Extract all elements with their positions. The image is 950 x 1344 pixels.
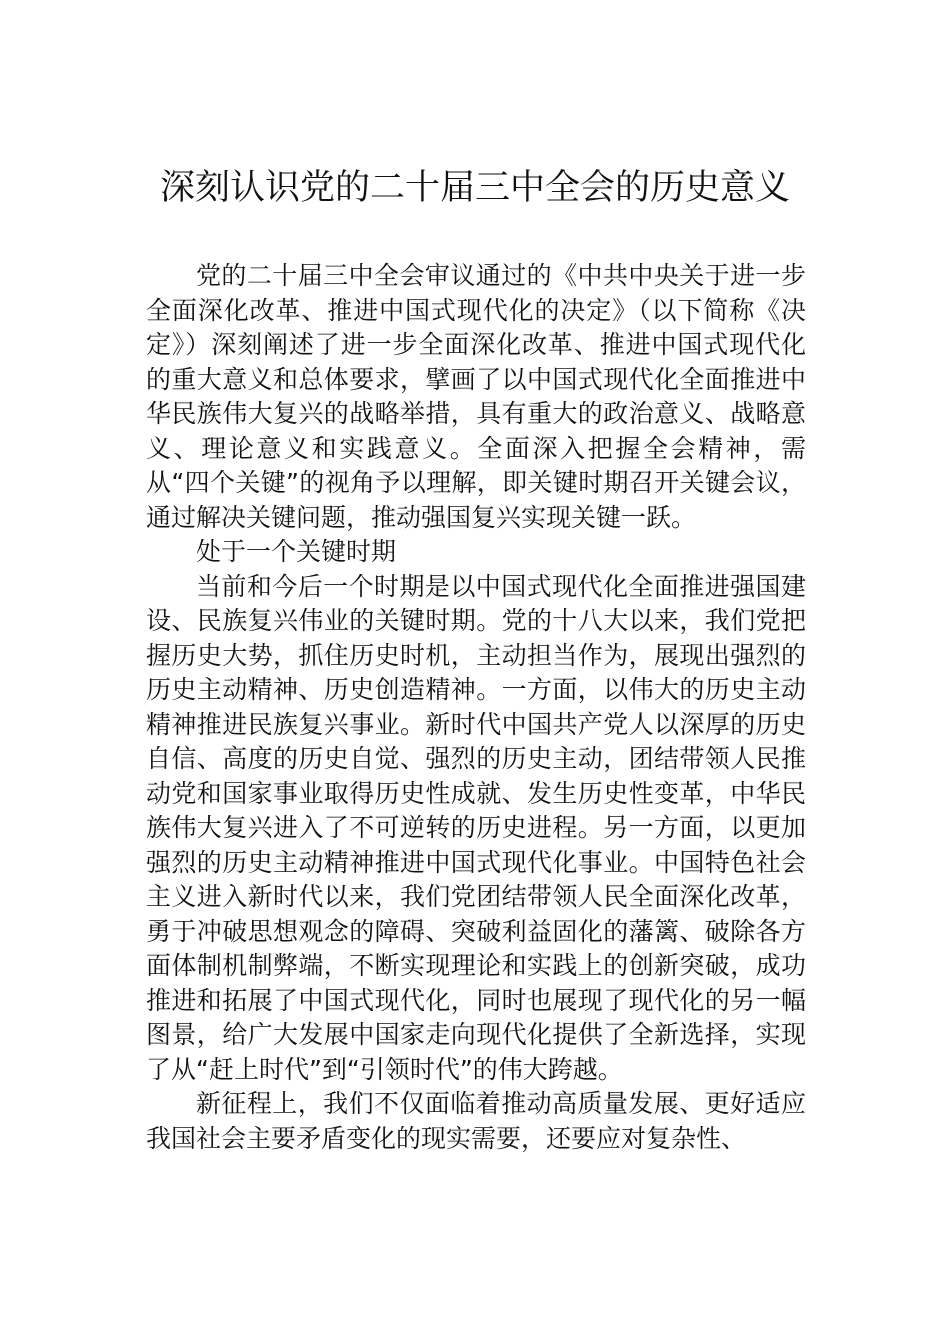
continuation-paragraph: 新征程上，我们不仅面临着推动高质量发展、更好适应我国社会主要矛盾变化的现实需要，还要应对复杂性、 bbox=[146, 1089, 806, 1153]
section-paragraph: 当前和今后一个时期是以中国式现代化全面推进强国建设、民族复兴伟业的关键时期。党的十八大以来，我们党把握历史大势，抓住历史时机，主动担当作为，展现出强烈的历史主动精神、历史创造精神。一方面，以伟大的历史主动精神推进民族复兴事业。新时代中国共产党人以深厚的历史自信、高度的历史自觉、强烈的历史主动，团结带领人民推动党和国家事业取得历史性成就、发生历史性变革，中华民族伟大复兴进入了不可逆转的历史进程。另一方面，以更加强烈的历史主动精神推进中国式现代化事业。中国特色社会主义进入新时代以来，我们党团结带领人民全面深化改革，勇于冲破思想观念的障碍、突破利益固化的藩篱、破除各方面体制机制弊端，不断实现理论和实践上的创新突破，成功推进和拓展了中国式现代化，同时也展现了现代化的另一幅图景，给广大发展中国家走向现代化提供了全新选择，实现了从“赶上时代”到“引领时代”的伟大跨越。 bbox=[146, 571, 806, 1084]
intro-paragraph: 党的二十届三中全会审议通过的《中共中央关于进一步全面深化改革、推进中国式现代化的决定》（以下简称《决定》）深刻阐述了进一步全面深化改革、推进中国式现代化的重大意义和总体要求，擘画了以中国式现代化全面推进中华民族伟大复兴的战略举措，具有重大的政治意义、战略意义、理论意义和实践意义。全面深入把握全会精神，需从“四个关键”的视角予以理解，即关键时期召开关键会议，通过解决关键问题，推动强国复兴实现关键一跃。 bbox=[146, 261, 806, 532]
document-body bbox=[146, 259, 806, 1156]
document-title: 深刻认识党的二十届三中全会的历史意义 bbox=[159, 168, 790, 208]
section-heading: 处于一个关键时期 bbox=[196, 537, 397, 566]
